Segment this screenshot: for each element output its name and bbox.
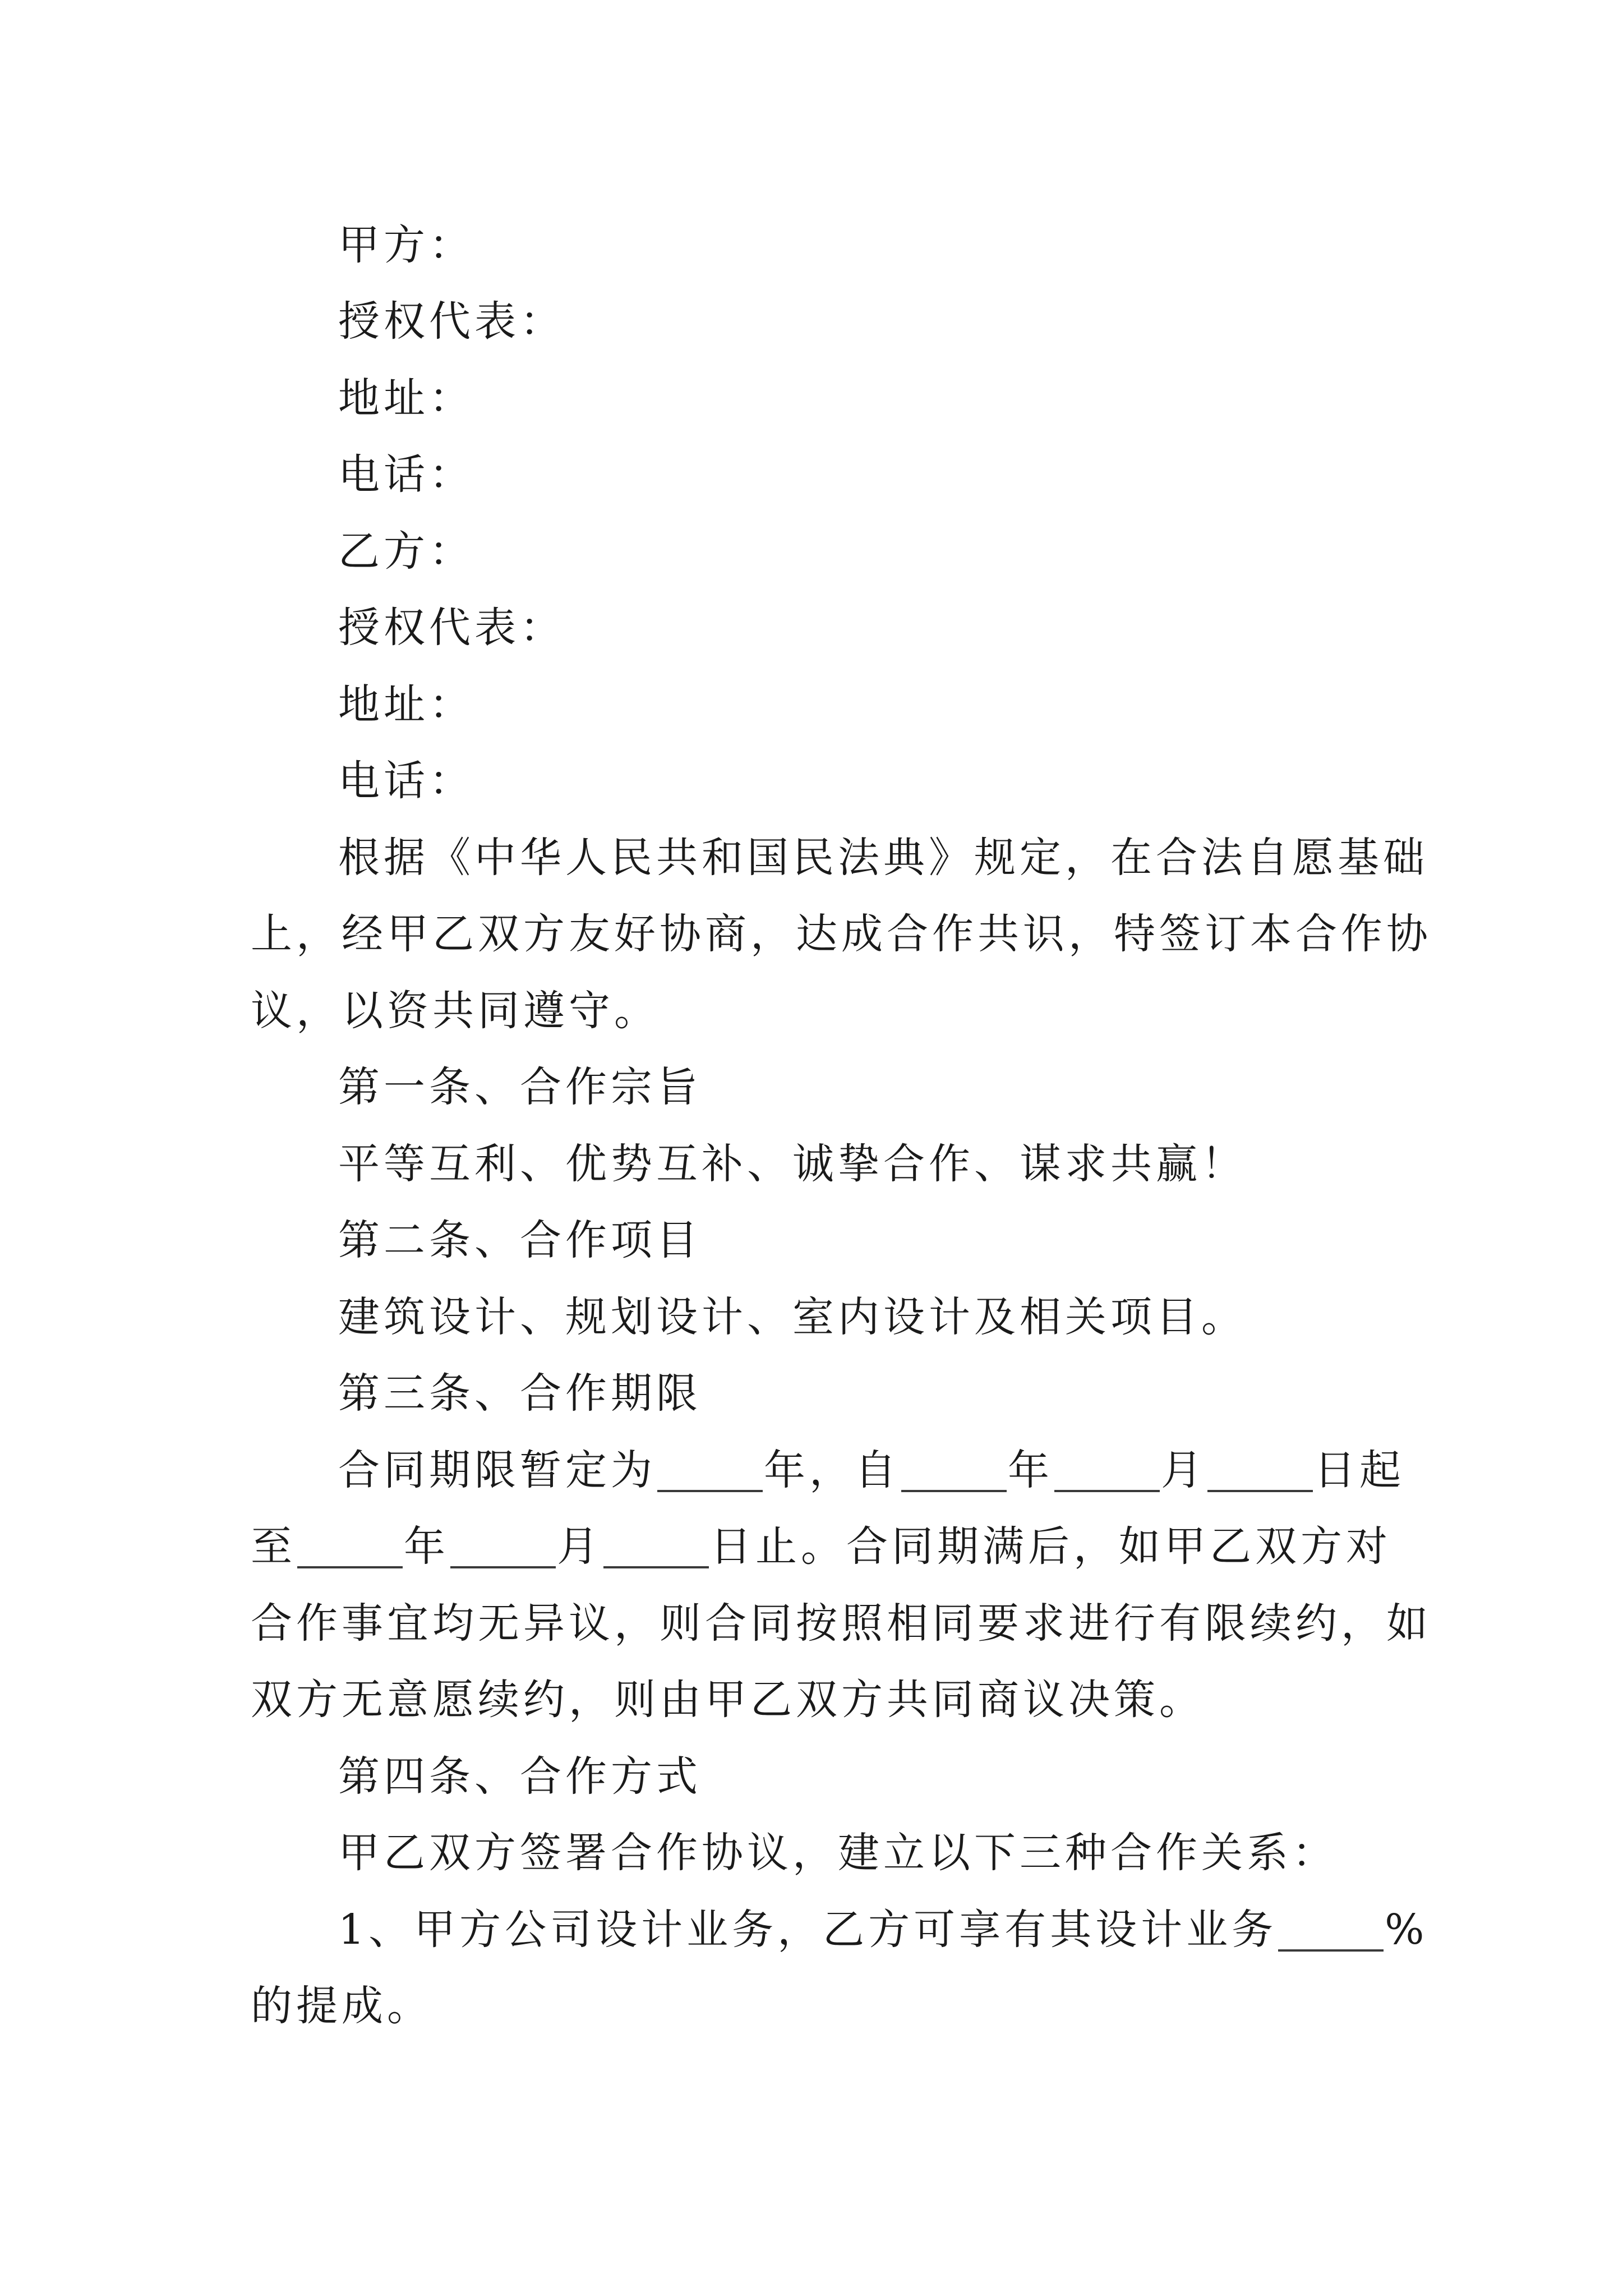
party-a-phone: 电话： — [338, 450, 474, 499]
article-4-intro: 甲乙双方签署合作协议，建立以下三种合作关系： — [338, 1829, 1338, 1877]
article-3-text: 合同期限暂定为 — [338, 1446, 656, 1494]
article-3-line-1 — [251, 1431, 1405, 1510]
article-1-title: 第一条、合作宗旨 — [338, 1063, 702, 1111]
article-3-line-4: 双方无意愿续约，则由甲乙双方共同商议决策。 — [251, 1676, 1205, 1724]
fill-in-blank[interactable] — [1278, 1949, 1384, 1952]
party-a-representative: 授权代表： — [338, 297, 565, 346]
article-4-item-1 — [251, 1890, 1428, 1969]
article-3-title: 第三条、合作期限 — [338, 1369, 702, 1418]
preamble-line-3: 议，以资共同遵守。 — [251, 987, 660, 1035]
article-3-text: 月 — [557, 1522, 602, 1571]
article-4-title: 第四条、合作方式 — [338, 1752, 702, 1801]
fill-in-blank[interactable] — [603, 1566, 709, 1568]
party-a-address: 地址： — [338, 374, 474, 422]
preamble-line-2: 上，经甲乙双方友好协商，达成合作共识，特签订本合作协 — [251, 910, 1432, 958]
article-3-text: 日止。合同期满后，如甲乙双方对 — [710, 1522, 1391, 1571]
article-3-text: 日起 — [1314, 1446, 1405, 1494]
article-4-item-1-line-2: 的提成。 — [251, 1982, 432, 2030]
article-3-line-2 — [251, 1507, 1389, 1586]
article-3-text: 至 — [251, 1522, 296, 1571]
fill-in-blank[interactable] — [1054, 1490, 1160, 1492]
article-3-text: 年 — [404, 1522, 449, 1571]
article-2-body: 建筑设计、规划设计、室内设计及相关项目。 — [338, 1293, 1247, 1341]
party-a-label: 甲方： — [338, 221, 474, 269]
article-1-body: 平等互利、优势互补、诚挚合作、谋求共赢！ — [338, 1140, 1247, 1188]
article-3-line-3: 合作事宜均无异议，则合同按照相同要求进行有限续约，如 — [251, 1599, 1432, 1648]
fill-in-blank[interactable] — [450, 1566, 556, 1568]
fill-in-blank[interactable] — [901, 1490, 1007, 1492]
article-3-text: 年 — [1008, 1446, 1053, 1494]
article-4-text: 1、甲方公司设计业务，乙方可享有其设计业务 — [338, 1906, 1278, 1954]
article-3-text: 月 — [1161, 1446, 1206, 1494]
document-page — [251, 0, 1432, 2296]
article-2-title: 第二条、合作项目 — [338, 1216, 702, 1264]
preamble-line-1: 根据《中华人民共和国民法典》规定，在合法自愿基础 — [338, 834, 1428, 882]
article-3-text: 年，自 — [764, 1446, 900, 1494]
party-b-label: 乙方： — [338, 527, 474, 576]
fill-in-blank[interactable] — [297, 1566, 403, 1568]
fill-in-blank[interactable] — [657, 1490, 763, 1492]
fill-in-blank[interactable] — [1207, 1490, 1313, 1492]
party-b-phone: 电话： — [338, 757, 474, 805]
percent-sign: % — [1385, 1906, 1428, 1954]
party-b-representative: 授权代表： — [338, 604, 565, 652]
party-b-address: 地址： — [338, 680, 474, 729]
